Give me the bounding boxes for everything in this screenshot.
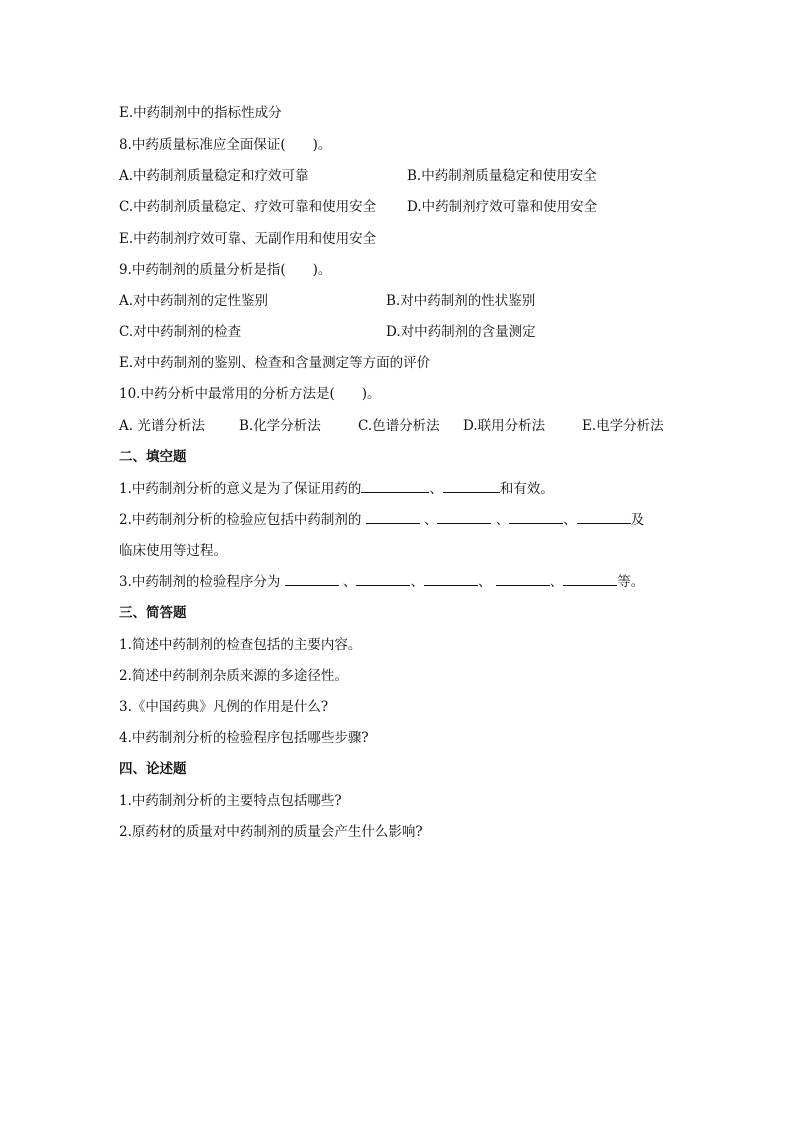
fill-blank (443, 480, 500, 493)
q10-option-b: B.化学分析法 (239, 418, 321, 434)
fill-blank (366, 511, 420, 524)
fill-q3-sep: 、 (549, 574, 564, 590)
short-answer-q3: 3.《中国药典》凡例的作用是什么? (119, 699, 329, 715)
section-4-title: 四、论述题 (119, 761, 187, 777)
essay-q2: 2.原药材的质量对中药制剂的质量会产生什么影响? (119, 824, 423, 840)
fill-q1-end: 和有效。 (499, 481, 554, 497)
fill-q3-end: 等。 (617, 574, 645, 590)
fill-q2-sep: 、 (419, 512, 438, 528)
short-answer-q4: 4.中药制剂分析的检验程序包括哪些步骤? (119, 730, 369, 746)
essay-q1: 1.中药制剂分析的主要特点包括哪些? (119, 793, 342, 809)
fill-blank (285, 573, 339, 586)
fill-q3 (119, 573, 644, 591)
section-3-title: 三、简答题 (119, 605, 187, 621)
q10-option-d: D.联用分析法 (463, 418, 546, 434)
fill-q1-text: 1.中药制剂分析的意义是为了保证用药的 (119, 481, 362, 497)
fill-blank (509, 511, 563, 524)
fill-q2-end: 及 (630, 512, 645, 528)
q8-option-a: A.中药制剂质量稳定和疗效可靠 (119, 168, 309, 184)
q8-option-c: C.中药制剂质量稳定、疗效可靠和使用安全 (119, 199, 377, 215)
fill-q2-text: 2.中药制剂分析的检验应包括中药制剂的 (119, 512, 366, 528)
q9-stem: 9.中药制剂的质量分析是指( )。 (119, 262, 332, 278)
q8-option-d: D.中药制剂疗效可靠和使用安全 (407, 199, 598, 215)
short-answer-q2: 2.简述中药制剂杂质来源的多途径性。 (119, 668, 348, 684)
fill-q3-text: 3.中药制剂的检验程序分为 (119, 574, 285, 590)
short-answer-q1: 1.简述中药制剂的检查包括的主要内容。 (119, 637, 362, 653)
fill-q2-continuation: 临床使用等过程。 (119, 543, 227, 559)
fill-q2-sep: 、 (563, 512, 577, 528)
fill-blank (424, 573, 478, 586)
fill-blank (437, 511, 491, 524)
q9-option-e: E.对中药制剂的鉴别、检查和含量测定等方面的评价 (119, 355, 431, 371)
q10-option-a: A. 光谱分析法 (119, 418, 205, 434)
q8-option-b: B.中药制剂质量稳定和使用安全 (407, 168, 597, 184)
q10-option-e: E.电学分析法 (582, 418, 664, 434)
q8-stem: 8.中药质量标准应全面保证( )。 (119, 137, 332, 153)
q9-option-d: D.对中药制剂的含量测定 (386, 324, 536, 340)
fill-q1 (119, 480, 554, 498)
fill-q1-sep: 、 (429, 481, 443, 497)
fill-q2-sep: 、 (491, 512, 510, 528)
q10-option-c: C.色谱分析法 (358, 418, 440, 434)
fill-q2 (119, 511, 644, 529)
fill-blank (361, 480, 429, 493)
fill-blank (563, 573, 617, 586)
q9-option-b: B.对中药制剂的性状鉴别 (386, 293, 536, 309)
q9-option-c: C.对中药制剂的检查 (119, 324, 242, 340)
q9-option-a: A.对中药制剂的定性鉴别 (119, 293, 269, 309)
fill-q3-sep: 、 (410, 574, 424, 590)
fill-blank (577, 511, 631, 524)
fill-q3-sep: 、 (338, 574, 357, 590)
section-2-title: 二、填空题 (119, 449, 187, 465)
q10-stem: 10.中药分析中最常用的分析方法是( )。 (119, 386, 381, 402)
fill-q3-sep: 、 (477, 574, 496, 590)
q7-option-e: E.中药制剂中的指标性成分 (119, 105, 282, 121)
q8-option-e: E.中药制剂疗效可靠、无副作用和使用安全 (119, 231, 377, 247)
fill-blank (356, 573, 410, 586)
fill-blank (496, 573, 550, 586)
